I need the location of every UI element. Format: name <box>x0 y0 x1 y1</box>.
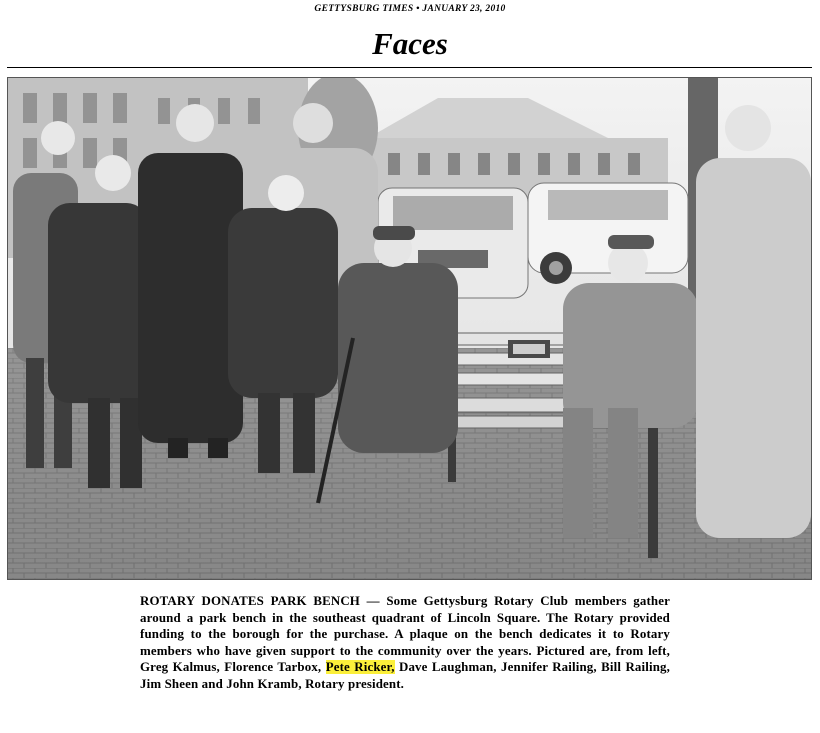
caption-headline: ROTARY DONATES PARK BENCH <box>140 594 360 608</box>
section-title: Faces <box>372 26 448 61</box>
masthead: GETTYSBURG TIMES • JANUARY 23, 2010 <box>314 4 506 14</box>
header-rule <box>7 67 812 68</box>
caption-dash: — <box>359 594 387 608</box>
highlighted-name: Pete Ricker, <box>325 660 395 675</box>
group-photo <box>7 77 812 580</box>
photo-caption <box>140 593 670 693</box>
caption-body-before: Some Gettysburg Rotary Club members gather around a park bench in the southeast quadrant of Lincoln Square. The Rotary provided funding to the borough for the purchase. A plaque on the bench dedicates it to Rotary members who have given support to the community over the years. Pictured are, from left, Greg Kalmus, Florence Tarbox, <box>140 594 670 675</box>
caption-body-after: Dave Laughman, Jennifer Railing, Bill Railing, Jim Sheen and John Kramb, Rotary president. <box>140 660 670 691</box>
